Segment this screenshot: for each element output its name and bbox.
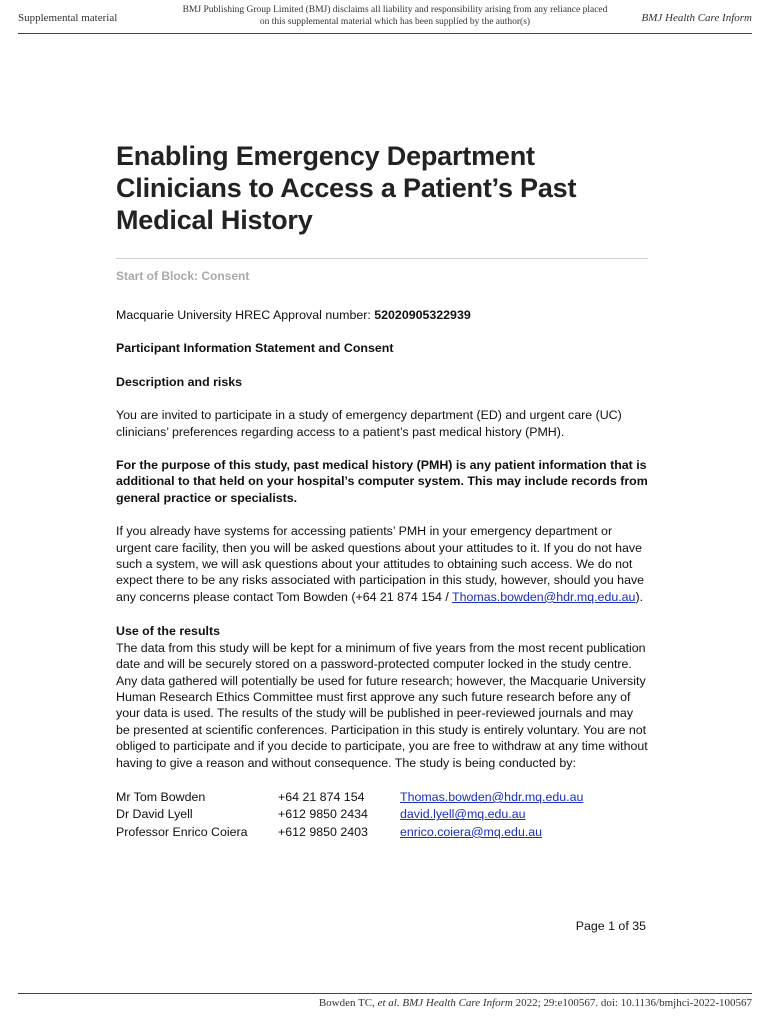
investigator-contacts (116, 789, 648, 840)
footer-divider (18, 993, 752, 994)
contact-email[interactable]: enrico.coiera@mq.edu.au (400, 824, 543, 839)
contact-phone: +612 9850 2434 (278, 807, 368, 822)
header-disclaimer: BMJ Publishing Group Limited (BMJ) disclaims all liability and responsibility arising from any reliance placed on this supplemental material which has been supplied by the author(s) (182, 5, 608, 27)
systems-paragraph: If you already have systems for accessing patients’ PMH in your emergency department or urgent care facility, then you will be asked questions about your attitudes to it. If you do not have such a system, we will ask questions about your attitudes to obtaining such access. We do not expect there to be any risks associated with participation in this study, however, should you have any concerns please contact Tom Bowden (+64 21 874 154 / Thomas.bowden@hdr.mq.edu.au). (116, 524, 645, 604)
contact-phone: +612 9850 2403 (278, 824, 368, 839)
description-heading: Description and risks (116, 374, 243, 389)
header-supplemental-label: Supplemental material (18, 12, 118, 24)
hrec-number: 52020905322939 (374, 308, 471, 322)
survey-consent-page (116, 140, 648, 840)
contact-name: Mr Tom Bowden (116, 789, 206, 804)
contact-email[interactable]: david.lyell@mq.edu.au (400, 807, 526, 822)
page-title: Enabling Emergency Department Clinicians to Access a Patient’s Past Medical History (116, 141, 577, 235)
title-divider (116, 258, 648, 259)
pis-heading: Participant Information Statement and Consent (116, 341, 394, 356)
header-divider (18, 33, 752, 34)
hrec-approval (116, 307, 648, 323)
pmh-definition: For the purpose of this study, past medical history (PMH) is any patient information that is additional to that held on your hospital’s computer system. This may include records from general practice or specialists. (116, 458, 648, 505)
contact-name: Dr David Lyell (116, 807, 193, 822)
contact-email[interactable]: Thomas.bowden@hdr.mq.edu.au (400, 789, 584, 804)
intro-paragraph: You are invited to participate in a study of emergency department (ED) and urgent care (UC) clinicians’ preferences regarding access to a patient’s past medical history (PMH). (116, 408, 622, 439)
block-start-label: Start of Block: Consent (116, 269, 250, 283)
hrec-label: Macquarie University HREC Approval number: (116, 308, 375, 322)
contact-phone: +64 21 874 154 (278, 789, 365, 804)
contact-email-link[interactable]: Thomas.bowden@hdr.mq.edu.au (452, 589, 636, 604)
footer-citation: Bowden TC, et al. BMJ Health Care Inform 2022; 29:e100567. doi: 10.1136/bmjhci-2022-100567 (318, 997, 752, 1009)
header-journal-name: BMJ Health Care Inform (641, 12, 752, 24)
results-paragraph: The data from this study will be kept for a minimum of five years from the most recent publication date and will be securely stored on a password-protected computer locked in the study centre. Any data gathered will potentially be used for future research; however, the Macquarie University Human Research Ethics Committee must first approve any such future research before any of your data is used. The results of the study will be published in peer-reviewed journals and may be presented at scientific conferences. Participation in this study is entirely voluntary. You are not obliged to participate and if you decide to participate, you are free to withdraw at any time without having to give a reason and without consequence. The study is being conducted by: (116, 640, 648, 770)
page-number: Page 1 of 35 (575, 919, 646, 933)
contact-name: Professor Enrico Coiera (116, 824, 248, 839)
results-heading: Use of the results (116, 624, 220, 639)
